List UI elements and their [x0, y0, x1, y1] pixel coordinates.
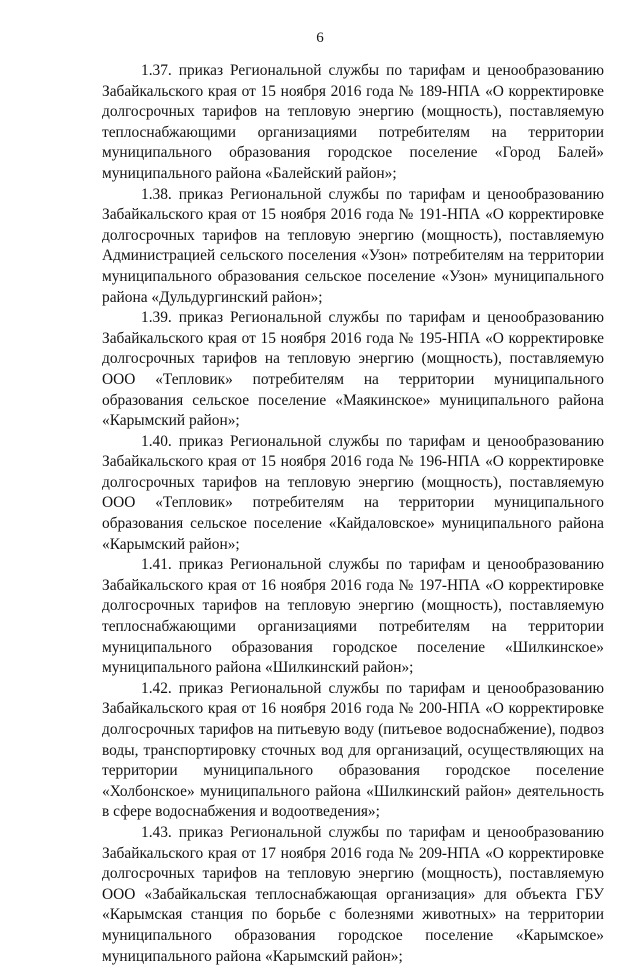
- list-item: 1.41. приказ Региональной службы по тарифам и ценообразованию Забайкальского края от 16 ноября 2016 года № 197-НПА «О корректировке долгосрочных тарифов на тепловую энергию (мощность), поставляемую теплоснабжающими организациями потребителям на территории муниципального образования городское поселение «Шилкинское» муниципального района «Шилкинский район»;: [102, 556, 604, 677]
- list-item: 1.37. приказ Региональной службы по тарифам и ценообразованию Забайкальского края от 15 ноября 2016 года № 189-НПА «О корректировке долгосрочных тарифов на тепловую энергию (мощность), поставляемую теплоснабжающими организациями потребителям на территории муниципального образования городское поселение «Город Балей» муниципального района «Балейский район»;: [102, 62, 604, 182]
- list-item: 1.38. приказ Региональной службы по тарифам и ценообразованию Забайкальского края от 15 ноября 2016 года № 191-НПА «О корректировке долгосрочных тарифов на тепловую энергию (мощность), поставляемую Администрацией сельского поселения «Узон» потребителям на территории муниципального образования сельское поселение «Узон» муниципального района «Дульдургинский район»;: [102, 185, 604, 306]
- list-item: 1.43. приказ Региональной службы по тарифам и ценообразованию Забайкальского края от 17 ноября 2016 года № 209-НПА «О корректировке долгосрочных тарифов на тепловую энергию (мощность), поставляемую ООО «Забайкальская теплоснабжающая организация» для объекта ГБУ «Карымская станция по борьбе с болезнями животных» на территории муниципального образования городское поселение «Карымское» муниципального района «Карымский район»;: [102, 823, 604, 965]
- page-number: 6: [316, 30, 324, 46]
- list-item: 1.39. приказ Региональной службы по тарифам и ценообразованию Забайкальского края от 15 ноября 2016 года № 195-НПА «О корректировке долгосрочных тарифов на тепловую энергию (мощность), поставляемую ООО «Тепловик» потребителям на территории муниципального образования сельское поселение «Маякинское» муниципального района «Карымский район»;: [102, 309, 604, 430]
- list-item: 1.42. приказ Региональной службы по тарифам и ценообразованию Забайкальского края от 16 ноября 2016 года № 200-НПА «О корректировке долгосрочных тарифов на питьевую воду (питьевое водоснабжение), подвоз воды, транспортировку сточных вод для организаций, осуществляющих на территории муниципального образования городское поселение «Холбонское» муниципального района «Шилкинский район» деятельность в сфере водоснабжения и водоотведения»;: [102, 679, 604, 821]
- list-item: 1.40. приказ Региональной службы по тарифам и ценообразованию Забайкальского края от 15 ноября 2016 года № 196-НПА «О корректировке долгосрочных тарифов на тепловую энергию (мощность), поставляемую ООО «Тепловик» потребителям на территории муниципального образования сельское поселение «Кайдаловское» муниципального района «Карымский район»;: [102, 432, 604, 553]
- document-body: [102, 61, 604, 967]
